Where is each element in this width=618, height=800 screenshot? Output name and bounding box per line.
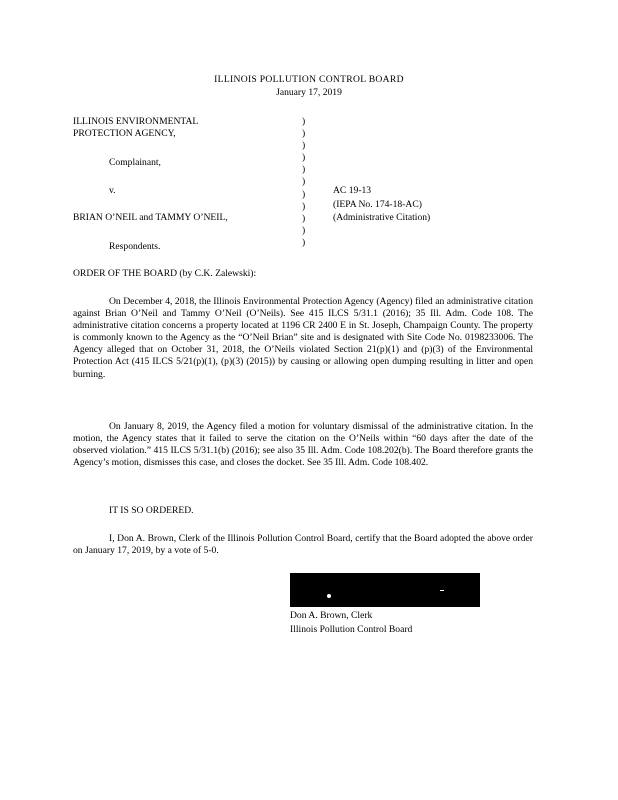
board-name-heading: ILLINOIS POLLUTION CONTROL BOARD <box>214 74 404 85</box>
respondent-names: BRIAN O’NEIL and TAMMY O’NEIL, <box>73 212 228 223</box>
respondent-role: Respondents. <box>109 241 161 252</box>
complainant-name-line2: PROTECTION AGENCY, <box>73 128 176 139</box>
clerk-certification: I, Don A. Brown, Clerk of the Illinois Pollution Control Board, certify that the Board adopted the above order on January 17, 2019, by a vote of 5-0. <box>73 533 533 557</box>
complainant-name-line1: ILLINOIS ENVIRONMENTAL <box>73 116 199 127</box>
case-number: AC 19-13 <box>333 185 372 196</box>
so-ordered-line: IT IS SO ORDERED. <box>109 505 194 516</box>
versus-label: v. <box>109 185 116 196</box>
paragraph-filing: On December 4, 2018, the Illinois Environmental Protection Agency (Agency) filed an administrative citation against Brian O’Neil and Tammy O’Neil (O’Neils). See 415 ILCS 5/31.1 (2016); 35 Ill. Adm. Code 108. The administrative citation concerns a property located at 1196 CR 2400 E in St. Joseph, Champaign County. The property is commonly known to the Agency as the “O’Neil Brian” site and is designated with Site Code No. 0198233006. The Agency alleged that on October 31, 2018, the O’Neils violated Section 21(p)(1) and (p)(3) of the Environmental Protection Act (415 ILCS 5/21(p)(1), (p)(3) (2015)) by causing or allowing open dumping resulting in litter and open burning. <box>73 296 533 380</box>
signatory-title: Illinois Pollution Control Board <box>290 624 413 635</box>
redacted-signature-block <box>290 573 480 607</box>
caption-divider: ) ) ) ) ) ) ) ) ) ) ) <box>302 116 306 248</box>
order-heading: ORDER OF THE BOARD (by C.K. Zalewski): <box>73 268 257 279</box>
paragraph-motion: On January 8, 2019, the Agency filed a motion for voluntary dismissal of the administrative citation. In the motion, the Agency states that it failed to serve the citation on the O’Neils within “60 days after the date of the observed violation.” 415 ILCS 5/31.1(b) (2016); see also 35 Ill. Adm. Code 108.202(b). The Board therefore grants the Agency’s motion, dismisses this case, and closes the docket. See 35 Ill. Adm. Code 108.402. <box>73 421 533 469</box>
case-type: (Administrative Citation) <box>333 212 431 223</box>
document-date: January 17, 2019 <box>276 87 342 98</box>
iepa-number: (IEPA No. 174-18-AC) <box>333 199 422 210</box>
signatory-name: Don A. Brown, Clerk <box>290 610 373 621</box>
complainant-role: Complainant, <box>109 157 161 168</box>
